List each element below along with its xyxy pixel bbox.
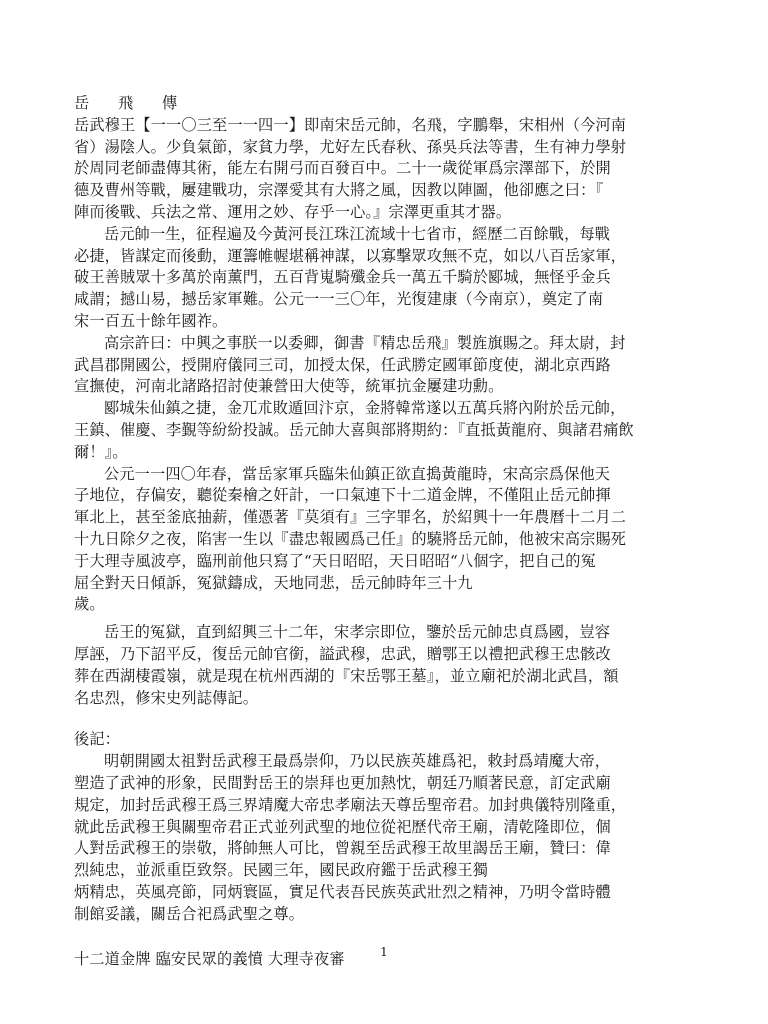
paragraph-line: 高宗許曰：中興之事朕一以委卿，御書『精忠岳飛』製旌旗賜之。拜太尉，封 xyxy=(104,333,626,352)
paragraph-line: 歲。 xyxy=(74,595,105,614)
paragraph xyxy=(74,398,704,463)
postscript-line: 炳精忠，英風亮節，同炳寰區，實足代表吾民族英武壯烈之精神，乃明令當時體 xyxy=(74,882,611,901)
postscript-line: 烈純忠，並派重臣致祭。民國三年，國民政府鑑于岳武穆王獨 xyxy=(74,861,489,880)
paragraph xyxy=(74,622,704,709)
postscript-line: 規定，加封岳武穆王爲三界靖魔大帝忠孝廟法天尊岳聖帝君。加封典儀特別隆重， xyxy=(74,795,627,814)
paragraph-line: 武昌郡開國公，授開府儀同三司，加授太保，任武勝定國軍節度使，湖北京西路 xyxy=(74,355,611,374)
paragraph-line: 省）湯陰人。少負氣節，家貧力學，尤好左氏春秋、孫吳兵法等書，生有神力學射 xyxy=(74,137,627,156)
paragraph-line: 於周同老師盡傳其術，能左右開弓而百發百中。二十一歲從軍爲宗澤部下，於開 xyxy=(74,159,611,178)
page-title: 岳 飛 傳 xyxy=(74,94,190,112)
paragraph-line: 屈全對天日傾訴，冤獄鑄成，天地同悲，岳元帥時年三十九 xyxy=(74,573,473,592)
main-text xyxy=(74,115,704,710)
paragraph-line: 破王善賊眾十多萬於南薰門，五百背嵬騎殲金兵一萬五千騎於郾城，無怪乎金兵 xyxy=(74,268,611,287)
paragraph-line: 王鎮、催慶、李覲等紛紛投誠。岳元帥大喜與部將期約：『直抵黃龍府、與諸君痛飲 xyxy=(74,420,634,439)
paragraph-line: 葬在西湖棲霞嶺，就是現在杭州西湖的『宋岳鄂王墓』，並立廟祀於湖北武昌，額 xyxy=(74,666,619,685)
paragraph-line: 宣撫使，河南北諸路招討使兼營田大使等，統軍抗金屢建功勳。 xyxy=(74,377,504,396)
paragraph-line: 爾！』。 xyxy=(74,442,128,461)
postscript-line: 就此岳武穆王與關聖帝君正式並列武聖的地位從祀歷代帝王廟，清乾隆即位，個 xyxy=(74,817,611,836)
paragraph-line: 岳元帥一生，征程遍及今黃河長江珠江流域十七省市，經歷二百餘戰，每戰 xyxy=(104,224,611,243)
chapter-list-line: 十二道金牌 臨安民眾的義憤 大理寺夜審 xyxy=(74,950,345,969)
paragraph-line: 名忠烈，修宋史列誌傳記。 xyxy=(74,688,259,707)
paragraph-line: 軍北上，甚至釜底抽薪，僅憑著『莫須有』三字罪名，於紹興十一年農曆十二月二 xyxy=(74,508,627,527)
page-number: 1 xyxy=(380,945,388,959)
paragraph-line: 于大理寺風波亭，臨刑前他只寫了“天日昭昭，天日昭昭“八個字，把自己的冤 xyxy=(74,551,596,570)
paragraph-line: 岳王的冤獄，直到紹興三十二年，宋孝宗即位，鑒於岳元帥忠貞爲國，豈容 xyxy=(104,623,611,642)
paragraph-line: 十九日除夕之夜，陷害一生以『盡忠報國爲己任』的驍將岳元帥，他被宋高宗賜死 xyxy=(74,529,627,548)
paragraph xyxy=(74,115,704,224)
paragraph-line: 咸謂；撼山易，撼岳家軍難。公元一一三〇年，光復建康（今南京），奠定了南 xyxy=(74,290,604,309)
paragraph-line: 德及曹州等戰，屢建戰功，宗澤愛其有大將之風，因教以陣圖，他卻應之曰：『 xyxy=(74,181,604,200)
paragraph xyxy=(74,464,704,617)
postscript-heading: 後記： xyxy=(74,730,121,749)
paragraph-line: 宋一百五十餘年國祚。 xyxy=(74,311,228,330)
postscript-line: 塑造了武神的形象，民間對岳王的崇拜也更加熱忱，朝廷乃順著民意，訂定武廟 xyxy=(74,773,611,792)
postscript-text xyxy=(74,751,704,925)
paragraph-line: 公元一一四〇年春，當岳家軍兵臨朱仙鎮正欲直搗黃龍時，宋高宗爲保他天 xyxy=(104,464,611,483)
paragraph-line: 郾城朱仙鎮之捷，金兀朮敗遁回汴京，金將韓常遂以五萬兵將內附於岳元帥， xyxy=(104,399,626,418)
paragraph-line: 陣而後戰、兵法之常、運用之妙、存乎一心。』宗澤更重其才器。 xyxy=(74,202,512,221)
paragraph-line: 岳武穆王【一一〇三至一一四一】即南宋岳元帥，名飛，字鵬舉，宋相州（今河南 xyxy=(74,115,627,134)
postscript-line: 制館妥議，關岳合祀爲武聖之尊。 xyxy=(74,904,305,923)
paragraph-line: 子地位，存偏安，聽從秦檜之奸計，一口氣連下十二道金牌，不僅阻止岳元帥揮 xyxy=(74,486,611,505)
paragraph-line: 必捷，皆謀定而後動，運籌帷幄堪稱神謀，以寡擊眾攻無不克，如以八百岳家軍， xyxy=(74,246,627,265)
paragraph xyxy=(74,224,704,333)
postscript-line: 人對岳武穆王的崇敬，將帥無人可比，曾親至岳武穆王故里謁岳王廟，贊曰：偉 xyxy=(74,839,611,858)
postscript-line: 明朝開國太祖對岳武穆王最爲崇仰，乃以民族英雄爲祀，敕封爲靖魔大帝， xyxy=(104,752,611,771)
document-body xyxy=(74,93,704,971)
paragraph xyxy=(74,333,704,398)
paragraph-line: 厚誣，乃下詔平反，復岳元帥官銜，謚武穆，忠武，贈鄂王以禮把武穆王忠骸改 xyxy=(74,644,611,663)
